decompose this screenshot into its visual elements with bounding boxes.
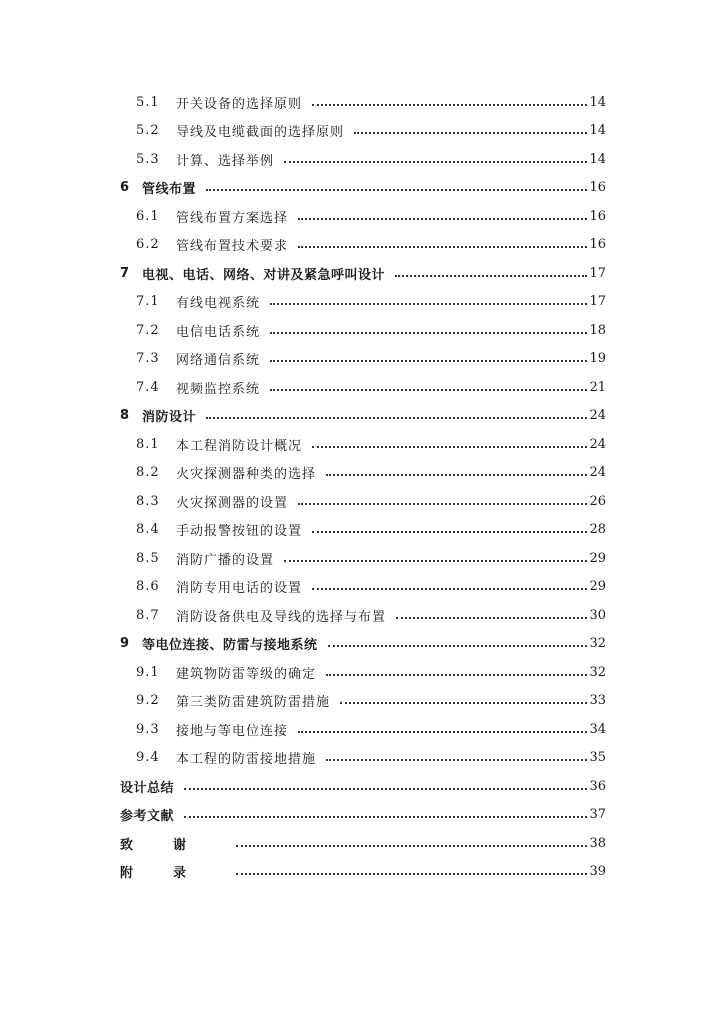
toc-entry-number: 8.3 xyxy=(136,493,160,509)
toc-entry-number: 7.2 xyxy=(136,322,160,338)
toc-entry-page-number: 24 xyxy=(589,408,606,424)
toc-entry-title: 消防设计 xyxy=(142,410,197,426)
toc-entry-page-number: 16 xyxy=(589,208,606,224)
dot-leader xyxy=(326,461,587,476)
toc-chapter-entry[interactable] xyxy=(0,174,724,203)
toc-section-entry[interactable] xyxy=(0,430,724,459)
toc-entry-title: 管线布置 xyxy=(142,182,197,198)
dot-leader xyxy=(354,119,587,134)
toc-entry-title: 消防广播的设置 xyxy=(176,552,275,568)
toc-entry-page-number: 24 xyxy=(589,465,606,481)
toc-entry-number: 9.1 xyxy=(136,664,160,680)
toc-entry-number: 7.4 xyxy=(136,379,160,395)
toc-entry-title: 本工程的防雷接地措施 xyxy=(176,752,317,768)
toc-entry-page-number: 21 xyxy=(589,379,606,395)
toc-entry-page-number: 26 xyxy=(589,493,606,509)
toc-entry-title: 有线电视系统 xyxy=(176,296,261,312)
toc-entry-page-number: 17 xyxy=(589,265,606,281)
toc-entry-page-number: 33 xyxy=(589,693,606,709)
toc-entry-number: 8 xyxy=(120,408,130,424)
toc-entry-page-number: 37 xyxy=(589,807,606,823)
toc-entry-number: 8.6 xyxy=(136,579,160,595)
toc-entry-title: 电视、电话、网络、对讲及紧急呼叫设计 xyxy=(142,267,386,283)
toc-chapter-entry[interactable] xyxy=(0,801,724,830)
toc-entry-title: 计算、选择举例 xyxy=(176,153,275,169)
dot-leader xyxy=(184,803,587,818)
toc-entry-number: 6.2 xyxy=(136,237,160,253)
toc-section-entry[interactable] xyxy=(0,601,724,630)
toc-entry-number: 9.2 xyxy=(136,693,160,709)
dot-leader xyxy=(326,746,587,761)
toc-chapter-entry[interactable] xyxy=(0,259,724,288)
dot-leader xyxy=(270,376,587,391)
toc-section-entry[interactable] xyxy=(0,658,724,687)
toc-entry-title: 设计总结 xyxy=(120,780,175,796)
toc-chapter-entry[interactable] xyxy=(0,772,724,801)
toc-entry-page-number: 29 xyxy=(589,550,606,566)
dot-leader xyxy=(206,176,587,191)
dot-leader xyxy=(284,547,587,562)
dot-leader xyxy=(340,689,587,704)
dot-leader xyxy=(312,518,587,533)
toc-entry-title: 视频监控系统 xyxy=(176,381,261,397)
toc-entry-number: 8.5 xyxy=(136,550,160,566)
toc-section-entry[interactable] xyxy=(0,715,724,744)
dot-leader xyxy=(396,604,587,619)
toc-section-entry[interactable] xyxy=(0,487,724,516)
toc-entry-title: 附录 xyxy=(120,866,227,882)
toc-section-entry[interactable] xyxy=(0,744,724,773)
toc-entry-number: 9.3 xyxy=(136,721,160,737)
toc-section-entry[interactable] xyxy=(0,231,724,260)
toc-entry-page-number: 28 xyxy=(589,522,606,538)
toc-entry-title: 管线布置技术要求 xyxy=(176,239,289,255)
toc-entry-number: 8.2 xyxy=(136,465,160,481)
toc-entry-number: 6 xyxy=(120,180,130,196)
toc-entry-number: 7.1 xyxy=(136,294,160,310)
toc-entry-number: 7 xyxy=(120,265,130,281)
toc-entry-number: 5.3 xyxy=(136,151,160,167)
dot-leader xyxy=(298,718,587,733)
toc-entry-title: 消防设备供电及导线的选择与布置 xyxy=(176,609,387,625)
dot-leader xyxy=(284,148,587,163)
toc-entry-number: 7.3 xyxy=(136,351,160,367)
toc-entry-title: 管线布置方案选择 xyxy=(176,210,289,226)
toc-entry-title: 消防专用电话的设置 xyxy=(176,581,303,597)
dot-leader xyxy=(270,290,587,305)
toc-entry-title: 建筑物防雷等级的确定 xyxy=(176,666,317,682)
toc-entry-title: 火灾探测器的设置 xyxy=(176,495,289,511)
dot-leader xyxy=(206,404,587,419)
toc-entry-page-number: 34 xyxy=(589,721,606,737)
toc-entry-title: 导线及电缆截面的选择原则 xyxy=(176,125,345,141)
dot-leader xyxy=(298,490,587,505)
dot-leader xyxy=(270,347,587,362)
dot-leader xyxy=(236,832,587,847)
toc-chapter-entry[interactable] xyxy=(0,630,724,659)
toc-entry-page-number: 14 xyxy=(589,151,606,167)
toc-entry-title: 第三类防雷建筑防雷措施 xyxy=(176,695,331,711)
toc-entry-title: 开关设备的选择原则 xyxy=(176,96,303,112)
toc-section-entry[interactable] xyxy=(0,202,724,231)
toc-entry-page-number: 16 xyxy=(589,237,606,253)
dot-leader xyxy=(312,575,587,590)
dot-leader xyxy=(326,661,587,676)
toc-section-entry[interactable] xyxy=(0,145,724,174)
toc-section-entry[interactable] xyxy=(0,117,724,146)
toc-entry-number: 8.7 xyxy=(136,607,160,623)
toc-entry-title: 火灾探测器种类的选择 xyxy=(176,467,317,483)
toc-chapter-entry[interactable] xyxy=(0,402,724,431)
dot-leader xyxy=(328,632,588,647)
toc-chapter-entry[interactable] xyxy=(0,829,724,858)
dot-leader xyxy=(298,233,587,248)
toc-section-entry[interactable] xyxy=(0,516,724,545)
toc-entry-page-number: 36 xyxy=(589,778,606,794)
toc-entry-page-number: 16 xyxy=(589,180,606,196)
toc-entry-title: 手动报警按钮的设置 xyxy=(176,524,303,540)
toc-entry-page-number: 24 xyxy=(589,436,606,452)
toc-entry-page-number: 35 xyxy=(589,750,606,766)
toc-section-entry[interactable] xyxy=(0,544,724,573)
toc-entry-page-number: 38 xyxy=(589,835,606,851)
toc-entry-title: 等电位连接、防雷与接地系统 xyxy=(142,638,318,654)
toc-entry-number: 9.4 xyxy=(136,750,160,766)
dot-leader xyxy=(395,262,587,277)
toc-entry-page-number: 30 xyxy=(589,607,606,623)
toc-entry-number: 9 xyxy=(120,636,130,652)
toc-section-entry[interactable] xyxy=(0,345,724,374)
toc-entry-page-number: 29 xyxy=(589,579,606,595)
toc-entry-page-number: 18 xyxy=(589,322,606,338)
toc-entry-title: 网络通信系统 xyxy=(176,353,261,369)
toc-entry-title: 接地与等电位连接 xyxy=(176,723,289,739)
toc-entry-page-number: 14 xyxy=(589,94,606,110)
toc-section-entry[interactable] xyxy=(0,288,724,317)
toc-section-entry[interactable] xyxy=(0,88,724,117)
toc-entry-page-number: 32 xyxy=(589,636,606,652)
toc-entry-page-number: 19 xyxy=(589,351,606,367)
table-of-contents xyxy=(0,88,724,886)
toc-section-entry[interactable] xyxy=(0,459,724,488)
toc-entry-number: 8.4 xyxy=(136,522,160,538)
toc-entry-page-number: 14 xyxy=(589,123,606,139)
dot-leader xyxy=(312,433,587,448)
toc-section-entry[interactable] xyxy=(0,373,724,402)
toc-entry-number: 5.1 xyxy=(136,94,160,110)
dot-leader xyxy=(270,319,587,334)
toc-section-entry[interactable] xyxy=(0,687,724,716)
toc-section-entry[interactable] xyxy=(0,316,724,345)
toc-entry-title: 电信电话系统 xyxy=(176,324,261,340)
dot-leader xyxy=(298,205,587,220)
toc-section-entry[interactable] xyxy=(0,573,724,602)
toc-entry-page-number: 32 xyxy=(589,664,606,680)
dot-leader xyxy=(184,775,587,790)
toc-entry-title: 本工程消防设计概况 xyxy=(176,438,303,454)
toc-entry-title: 致谢 xyxy=(120,837,227,853)
toc-entry-page-number: 39 xyxy=(589,864,606,880)
dot-leader xyxy=(312,91,587,106)
dot-leader xyxy=(236,860,587,875)
toc-entry-number: 5.2 xyxy=(136,123,160,139)
toc-chapter-entry[interactable] xyxy=(0,858,724,887)
toc-entry-number: 6.1 xyxy=(136,208,160,224)
toc-entry-page-number: 17 xyxy=(589,294,606,310)
toc-entry-number: 8.1 xyxy=(136,436,160,452)
toc-entry-title: 参考文献 xyxy=(120,809,175,825)
